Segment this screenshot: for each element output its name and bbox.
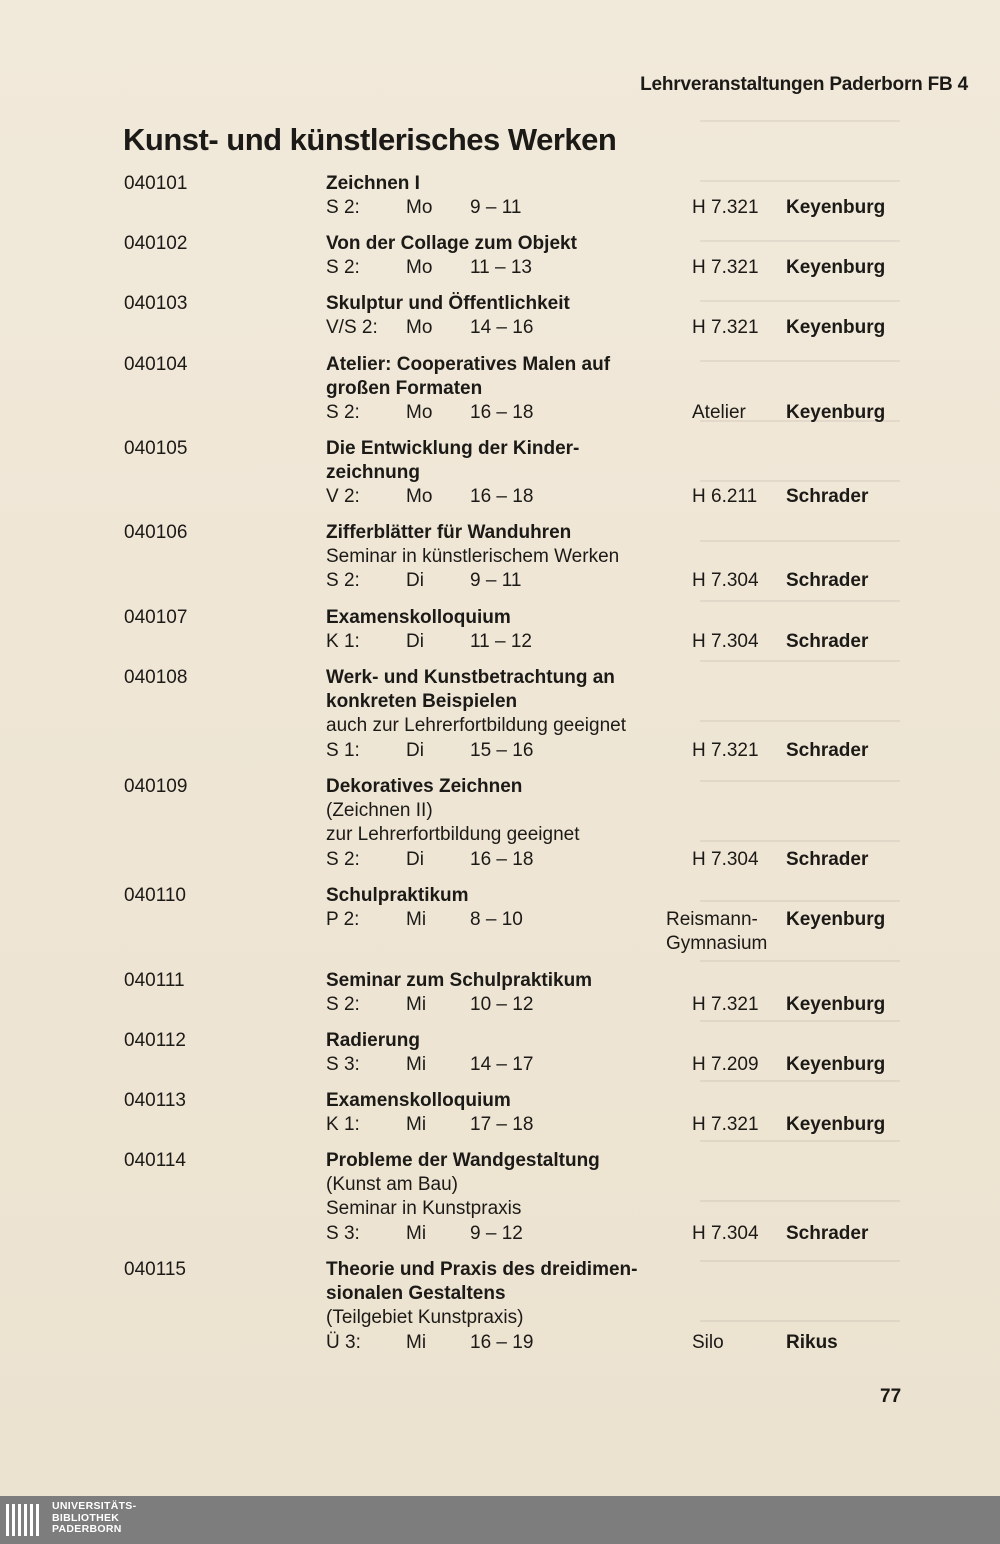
course-day: Mi <box>406 909 427 931</box>
course-room: H 7.209 <box>692 1054 759 1076</box>
course-day: Mo <box>406 317 433 339</box>
course-room: H 7.321 <box>692 197 759 219</box>
course-room: H 7.304 <box>692 570 759 592</box>
course-title: Seminar zum Schulpraktikum <box>326 970 593 991</box>
course-type: S 2: <box>326 570 360 592</box>
course-room: H 7.304 <box>692 848 759 870</box>
course-type: S 3: <box>326 1054 360 1076</box>
course-time: 16 – 18 <box>470 402 534 424</box>
course-schedule-row <box>326 485 869 509</box>
course-day: Mi <box>406 1054 427 1076</box>
course-schedule-row <box>326 1113 886 1137</box>
course-type: V/S 2: <box>326 317 378 339</box>
course-note: Seminar in künstlerischem Werken <box>326 546 620 568</box>
course-day: Mi <box>406 1331 427 1353</box>
course-lecturer: Keyenburg <box>786 197 886 219</box>
course-details <box>326 606 869 654</box>
course-schedule-row <box>326 908 886 932</box>
course-number: 040111 <box>124 970 185 991</box>
course-number: 040109 <box>124 776 188 797</box>
course-time: 16 – 18 <box>470 848 534 870</box>
course-lecturer: Schrader <box>786 739 869 761</box>
library-logo-icon <box>4 1500 44 1540</box>
course-details <box>326 1258 838 1355</box>
course-note: auch zur Lehrerfortbildung geeignet <box>326 715 626 737</box>
course-lecturer: Keyenburg <box>786 257 886 279</box>
course-type: S 1: <box>326 739 360 761</box>
course-time: 16 – 18 <box>470 486 534 508</box>
course-lecturer: Rikus <box>786 1331 838 1353</box>
course-type: S 2: <box>326 197 360 219</box>
course-room: H 7.321 <box>692 994 759 1016</box>
course-time: 9 – 12 <box>470 1222 523 1244</box>
course-number: 040114 <box>124 1150 186 1171</box>
course-number: 040107 <box>124 607 188 628</box>
course-details <box>326 884 886 957</box>
course-details <box>326 521 869 594</box>
course-type: S 2: <box>326 848 360 870</box>
course-room: H 7.321 <box>692 739 759 761</box>
course-schedule-row <box>326 196 886 220</box>
course-type: Ü 3: <box>326 1331 361 1353</box>
course-day: Di <box>406 631 424 653</box>
course-room: H 7.304 <box>692 631 759 653</box>
course-title: Radierung <box>326 1030 420 1051</box>
course-number: 040101 <box>124 173 188 194</box>
course-day: Mi <box>406 994 427 1016</box>
course-schedule-row <box>326 569 869 593</box>
course-title: Atelier: Cooperatives Malen auf <box>326 354 611 375</box>
course-schedule-row <box>326 1222 869 1246</box>
course-note: (Zeichnen II) <box>326 800 433 822</box>
course-time: 17 – 18 <box>470 1114 534 1136</box>
library-footer <box>0 1496 1000 1544</box>
course-title: Skulptur und Öffentlichkeit <box>326 293 570 314</box>
course-lecturer: Keyenburg <box>786 1054 886 1076</box>
course-day: Di <box>406 739 424 761</box>
course-lecturer: Keyenburg <box>786 1114 886 1136</box>
course-room: H 7.321 <box>692 257 759 279</box>
course-title: Werk- und Kunstbetrachtung an <box>326 667 615 688</box>
course-details <box>326 292 886 340</box>
course-lecturer: Schrader <box>786 570 869 592</box>
course-type: S 3: <box>326 1222 360 1244</box>
course-lecturer: Schrader <box>786 486 869 508</box>
course-day: Mo <box>406 257 433 279</box>
course-schedule-row <box>326 848 869 872</box>
course-type: K 1: <box>326 1114 360 1136</box>
course-details <box>326 1029 886 1077</box>
course-number: 040105 <box>124 438 188 459</box>
course-type: V 2: <box>326 486 360 508</box>
course-room: H 7.304 <box>692 1222 759 1244</box>
course-note: (Kunst am Bau) <box>326 1174 458 1196</box>
course-title: Schulpraktikum <box>326 885 469 906</box>
course-details <box>326 232 886 280</box>
course-type: S 2: <box>326 257 360 279</box>
course-title: sionalen Gestaltens <box>326 1283 506 1305</box>
course-time: 15 – 16 <box>470 739 534 761</box>
course-day: Di <box>406 848 424 870</box>
course-details <box>326 1149 869 1246</box>
course-time: 14 – 16 <box>470 317 534 339</box>
course-time: 11 – 13 <box>470 257 532 279</box>
course-room: Atelier <box>692 402 746 424</box>
course-details <box>326 437 869 510</box>
course-day: Di <box>406 570 424 592</box>
course-title: Theorie und Praxis des dreidimen- <box>326 1259 638 1280</box>
course-day: Mo <box>406 197 433 219</box>
course-type: P 2: <box>326 909 360 931</box>
course-schedule-row <box>326 401 886 425</box>
section-title: Kunst- und künstlerisches Werken <box>123 122 617 157</box>
course-schedule-row <box>326 316 886 340</box>
course-room: H 7.321 <box>692 317 759 339</box>
course-time: 10 – 12 <box>470 994 534 1016</box>
course-room: H 6.211 <box>692 486 758 508</box>
course-number: 040115 <box>124 1259 186 1280</box>
course-room: Silo <box>692 1331 724 1353</box>
course-title: Zifferblätter für Wanduhren <box>326 522 572 543</box>
course-schedule-row <box>326 256 886 280</box>
course-details <box>326 353 886 426</box>
course-schedule-row <box>326 739 869 763</box>
course-number: 040102 <box>124 233 188 254</box>
course-number: 040112 <box>124 1030 186 1051</box>
course-title: Examenskolloquium <box>326 1090 511 1111</box>
course-lecturer: Schrader <box>786 848 869 870</box>
course-schedule-row <box>326 630 869 654</box>
course-number: 040110 <box>124 885 186 906</box>
course-title: Die Entwicklung der Kinder- <box>326 438 580 459</box>
course-title: großen Formaten <box>326 378 483 400</box>
course-details <box>326 969 886 1017</box>
course-time: 16 – 19 <box>470 1331 534 1353</box>
course-number: 040113 <box>124 1090 186 1111</box>
course-day: Mo <box>406 402 433 424</box>
course-type: S 2: <box>326 402 360 424</box>
course-schedule-row <box>326 1053 886 1077</box>
library-name <box>52 1501 136 1536</box>
course-time: 11 – 12 <box>470 631 532 653</box>
course-title: konkreten Beispielen <box>326 691 518 713</box>
course-time: 14 – 17 <box>470 1054 534 1076</box>
library-name-line: PADERBORN <box>52 1523 122 1535</box>
course-details <box>326 1089 886 1137</box>
library-name-line: BIBLIOTHEK <box>52 1511 120 1524</box>
course-schedule-row <box>326 1331 838 1355</box>
course-number: 040103 <box>124 293 188 314</box>
course-type: S 2: <box>326 994 360 1016</box>
course-note: zur Lehrerfortbildung geeignet <box>326 824 580 846</box>
course-day: Mi <box>406 1222 427 1244</box>
course-room: H 7.321 <box>692 1114 759 1136</box>
course-title: Zeichnen I <box>326 173 420 194</box>
course-lecturer: Keyenburg <box>786 994 886 1016</box>
course-number: 040108 <box>124 667 188 688</box>
course-note: Seminar in Kunstpraxis <box>326 1198 522 1220</box>
course-note: (Teilgebiet Kunstpraxis) <box>326 1307 524 1329</box>
course-title: zeichnung <box>326 462 420 484</box>
course-time: 8 – 10 <box>470 909 523 931</box>
course-lecturer: Schrader <box>786 1222 869 1244</box>
course-room: Reismann- <box>666 909 758 931</box>
course-day: Mo <box>406 486 433 508</box>
course-type: K 1: <box>326 631 360 653</box>
course-details <box>326 775 869 872</box>
course-time: 9 – 11 <box>470 197 522 219</box>
course-title: Probleme der Wandgestaltung <box>326 1150 600 1171</box>
course-number: 040106 <box>124 522 188 543</box>
course-number: 040104 <box>124 354 188 375</box>
course-lecturer: Keyenburg <box>786 317 886 339</box>
course-time: 9 – 11 <box>470 570 522 592</box>
course-title: Von der Collage zum Objekt <box>326 233 577 254</box>
course-title: Examenskolloquium <box>326 607 511 628</box>
course-details <box>326 666 869 763</box>
course-lecturer: Schrader <box>786 631 869 653</box>
running-head: Lehrveranstaltungen Paderborn FB 4 <box>640 74 968 95</box>
course-room-row <box>326 932 768 956</box>
course-title: Dekoratives Zeichnen <box>326 776 523 797</box>
page-number: 77 <box>880 1386 902 1407</box>
course-lecturer: Keyenburg <box>786 402 886 424</box>
course-details <box>326 172 886 220</box>
course-room-continued: Gymnasium <box>666 933 768 955</box>
library-name-line: UNIVERSITÄTS- <box>52 1500 137 1512</box>
course-schedule-row <box>326 993 886 1017</box>
course-lecturer: Keyenburg <box>786 909 886 931</box>
course-day: Mi <box>406 1114 427 1136</box>
